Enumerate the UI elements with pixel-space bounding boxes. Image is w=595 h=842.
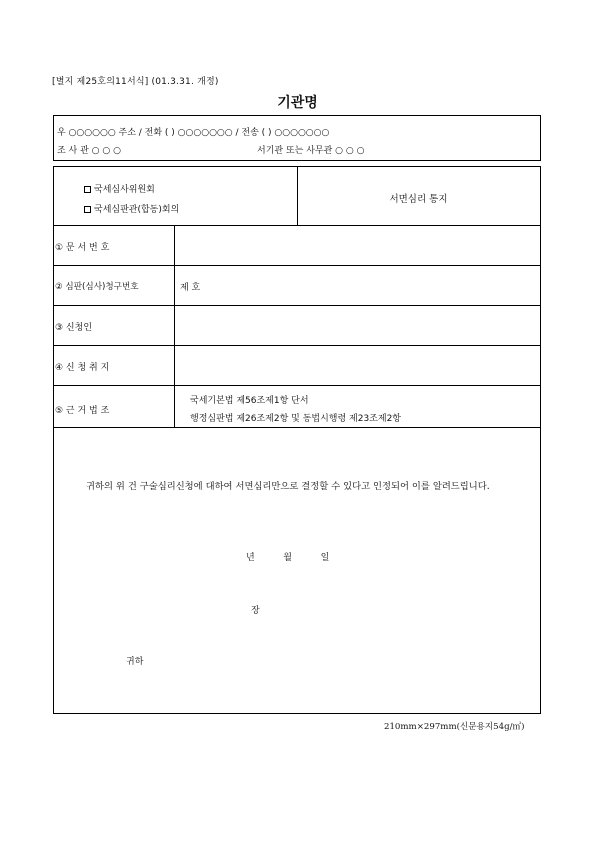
checkbox-item-meeting[interactable] bbox=[84, 202, 179, 215]
checkbox-item-committee[interactable] bbox=[84, 182, 155, 195]
row-divider bbox=[54, 225, 540, 226]
checkbox-label: 국세심판관(합동)회의 bbox=[94, 205, 180, 215]
notice-form-table bbox=[53, 166, 541, 714]
applicant-label: ③ 신청인 bbox=[55, 323, 93, 333]
appeal-number-value: 제 호 bbox=[180, 283, 201, 293]
row-divider bbox=[54, 385, 540, 386]
recipient-label: 귀하 bbox=[126, 657, 144, 667]
checkbox[interactable] bbox=[84, 186, 91, 193]
seal-mark: 장 bbox=[251, 606, 260, 616]
date-line: 년 월 일 bbox=[246, 553, 330, 563]
doc-number-label: ① 문 서 번 호 bbox=[55, 243, 110, 253]
investigator-line: 조 사 관 ○ ○ ○ bbox=[57, 146, 121, 156]
row-divider bbox=[54, 305, 540, 306]
checkbox[interactable] bbox=[84, 206, 91, 213]
official-line: 서기관 또는 사무관 ○ ○ ○ bbox=[257, 146, 365, 156]
request-purpose-label: ④ 신 청 취 지 bbox=[55, 363, 110, 373]
legal-basis-label: ⑤ 근 거 법 조 bbox=[55, 406, 110, 416]
document-title: 서면심리 통지 bbox=[389, 194, 448, 205]
contact-info-box bbox=[53, 115, 541, 161]
row-divider bbox=[54, 427, 540, 428]
legal-basis-line-1: 국세기본법 제56조제1항 단서 bbox=[190, 396, 309, 406]
checkbox-label: 국세심사위원회 bbox=[94, 185, 155, 195]
form-reference: [별지 제25호의11서식] (01.3.31. 개정) bbox=[52, 77, 219, 87]
paper-spec-note: 210mm×297mm(신문용지54g/㎡) bbox=[384, 722, 525, 732]
label-column-divider bbox=[174, 385, 175, 427]
address-contact-line: 우 ○○○○○○ 주소 / 전화 ( ) ○○○○○○○ / 전송 ( ) ○○○○○○○ bbox=[57, 128, 330, 138]
org-title: 기관명 bbox=[277, 95, 318, 111]
row-divider bbox=[54, 265, 540, 266]
notice-body-text: 귀하의 위 건 구술심리신청에 대하여 서면심리만으로 결정할 수 있다고 인정되어 이를 알려드립니다. bbox=[86, 481, 490, 492]
row-divider bbox=[54, 345, 540, 346]
appeal-number-label: ② 심판(심사)청구번호 bbox=[55, 282, 139, 292]
legal-basis-line-2: 행정심판법 제26조제2항 및 동법시행령 제23조제2항 bbox=[190, 414, 401, 424]
